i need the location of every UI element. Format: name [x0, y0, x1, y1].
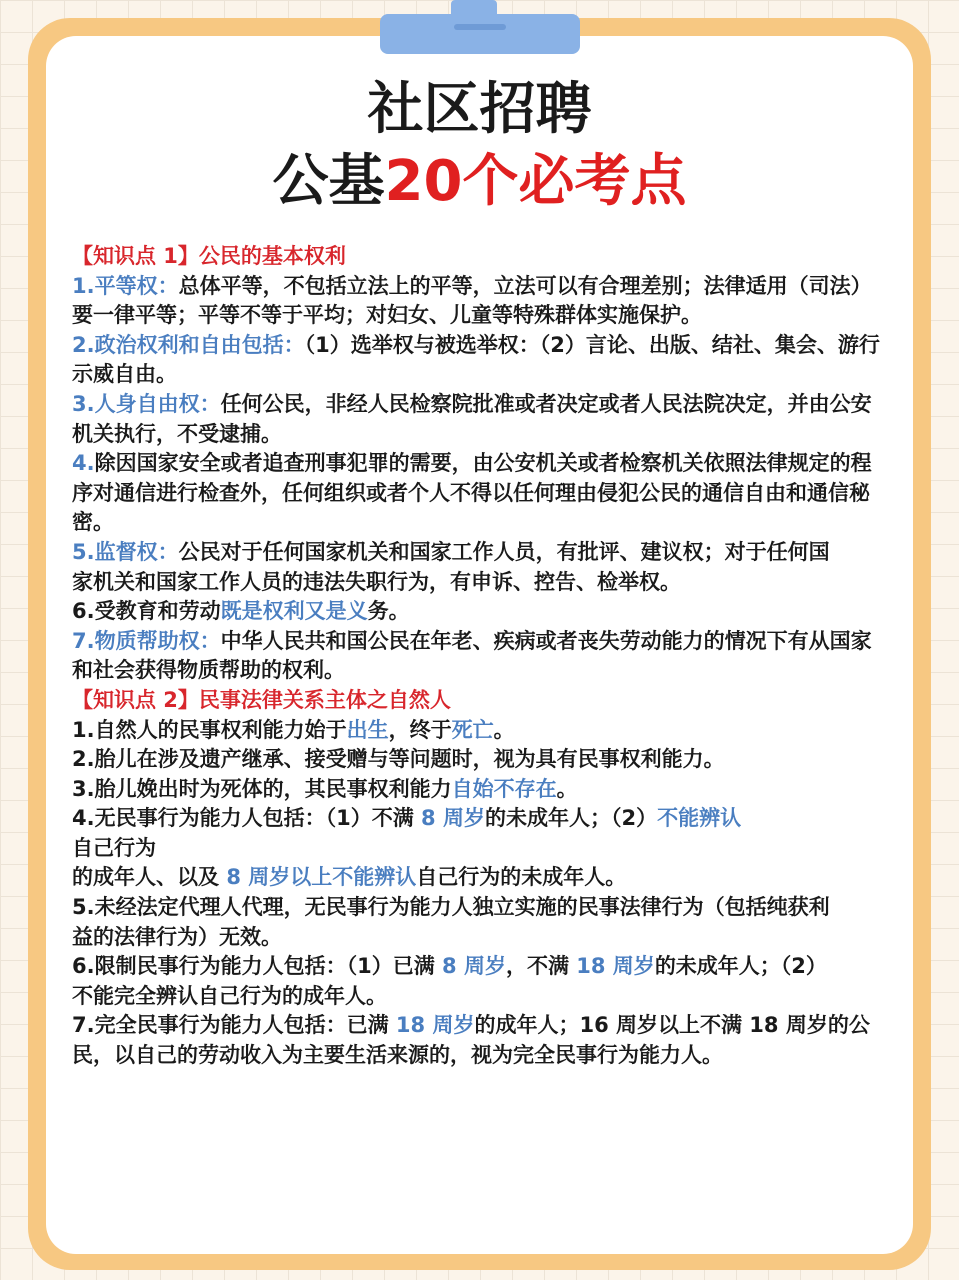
s2-item-5: 5.未经法定代理人代理，无民事行为能力人独立实施的民事法律行为（包括纯获利 [72, 895, 830, 920]
s1-item-4 [72, 449, 882, 538]
paper-clip-icon [380, 14, 580, 54]
item-highlight: 8 周岁 [442, 954, 506, 979]
page-subtitle [0, 150, 959, 214]
item-number: 3. [72, 391, 95, 416]
page-title: 社区招聘 [367, 77, 592, 142]
item-highlight: 自始不存在 [451, 776, 557, 801]
item-text: 自己行为 [72, 835, 156, 860]
item-text: 的成年人；16 周岁以上不满 18 周岁的公 [474, 1013, 870, 1038]
item-number: 4. [72, 451, 95, 476]
item-text: 公民对于任何国家机关和国家工作人员，有批评、建议权；对于任何国 [178, 539, 830, 564]
item-text: 4.无民事行为能力人包括：（1）不满 [72, 806, 422, 831]
item-highlight: 8 周岁 [421, 806, 485, 831]
s2-item-7 [72, 1011, 882, 1041]
item-text: ，终于 [388, 717, 452, 742]
item-text: 自己行为的未成年人。 [416, 865, 627, 890]
subtitle-highlight: 20个必考点 [384, 149, 687, 214]
item-text: 任何公民，非经人民检察院批准或者决定或者人民法院决定，并由公安机关执行，不受逮捕。 [72, 391, 872, 446]
clip-top [451, 0, 497, 16]
s1-item-6 [72, 597, 882, 627]
item-text: 。 [493, 717, 515, 742]
s1-item-5-cont: 家机关和国家工作人员的违法失职行为，有申诉、控告、检举权。 [72, 569, 681, 594]
item-number: 7. [72, 628, 95, 653]
s2-item-4-cont [72, 863, 882, 893]
item-number: 1. [72, 273, 95, 298]
s2-item-5-cont: 益的法律行为）无效。 [72, 924, 282, 949]
item-term: 监督权： [94, 539, 179, 564]
item-highlight: 8 周岁以上不能辨认 [226, 865, 417, 890]
item-text: 中华人民共和国公民在年老、疾病或者丧失劳动能力的情况下有从国家和社会获得物质帮助的权利。 [72, 628, 872, 683]
item-text: 的成年人、以及 [72, 865, 227, 890]
item-text: 3.胎儿娩出时为死体的，其民事权利能力 [72, 776, 452, 801]
item-highlight: 死亡 [451, 717, 494, 742]
item-highlight: 18 周岁 [395, 1013, 475, 1038]
item-highlight: 既是权利又是义 [220, 599, 368, 624]
item-text: ，不满 [505, 954, 577, 979]
s1-item-2 [72, 331, 882, 390]
item-highlight: 不能辨认 [657, 806, 742, 831]
item-text: 6.限制民事行为能力人包括：（1）已满 [72, 954, 443, 979]
item-number: 2. [72, 332, 95, 357]
s1-item-1 [72, 272, 882, 331]
s1-item-5 [72, 538, 882, 568]
s2-item-3 [72, 775, 882, 805]
s2-item-6 [72, 952, 882, 982]
knowledge-content [72, 242, 882, 1071]
section-2-heading: 【知识点 2】民事法律关系主体之自然人 [72, 687, 451, 712]
item-text: （1）选举权与被选举权：（2）言论、出版、结社、集会、游行示威自由。 [72, 332, 880, 387]
s2-item-4 [72, 804, 882, 863]
s1-item-7 [72, 627, 882, 686]
s2-item-1 [72, 716, 882, 746]
item-text: 的未成年人；（2） [654, 954, 827, 979]
section-1-heading: 【知识点 1】公民的基本权利 [72, 244, 346, 268]
item-text: 总体平等，不包括立法上的平等，立法可以有合理差别；法律适用（司法）要一律平等；平等不等于平均；对妇女、儿童等特殊群体实施保护。 [72, 273, 872, 328]
item-number: 5. [72, 539, 95, 564]
item-highlight: 18 周岁 [576, 954, 655, 979]
item-text: 务。 [367, 599, 410, 624]
item-term: 物质帮助权： [94, 628, 221, 653]
item-text: 的未成年人；（2） [484, 806, 658, 831]
s2-item-7-cont: 民，以自己的劳动收入为主要生活来源的，视为完全民事行为能力人。 [72, 1043, 723, 1068]
item-term: 平等权： [94, 273, 179, 298]
item-text: 7.完全民事行为能力人包括：已满 [72, 1013, 396, 1038]
item-text: 。 [556, 776, 578, 801]
s1-item-3 [72, 390, 882, 449]
item-text: 除因国家安全或者追查刑事犯罪的需要，由公安机关或者检察机关依照法律规定的程序对通信进行检查外，任何组织或者个人不得以任何理由侵犯公民的通信自由和通信秘密。 [72, 451, 872, 535]
s2-item-2: 2.胎儿在涉及遗产继承、接受赠与等问题时，视为具有民事权利能力。 [72, 747, 725, 772]
item-term: 政治权利和自由包括： [94, 332, 305, 357]
item-text: 6.受教育和劳动 [72, 599, 221, 624]
s2-item-6-cont: 不能完全辨认自己行为的成年人。 [72, 983, 387, 1008]
item-term: 人身自由权： [94, 391, 221, 416]
subtitle-prefix: 公基 [272, 149, 385, 214]
item-text: 1.自然人的民事权利能力始于 [72, 717, 347, 742]
item-highlight: 出生 [346, 717, 389, 742]
